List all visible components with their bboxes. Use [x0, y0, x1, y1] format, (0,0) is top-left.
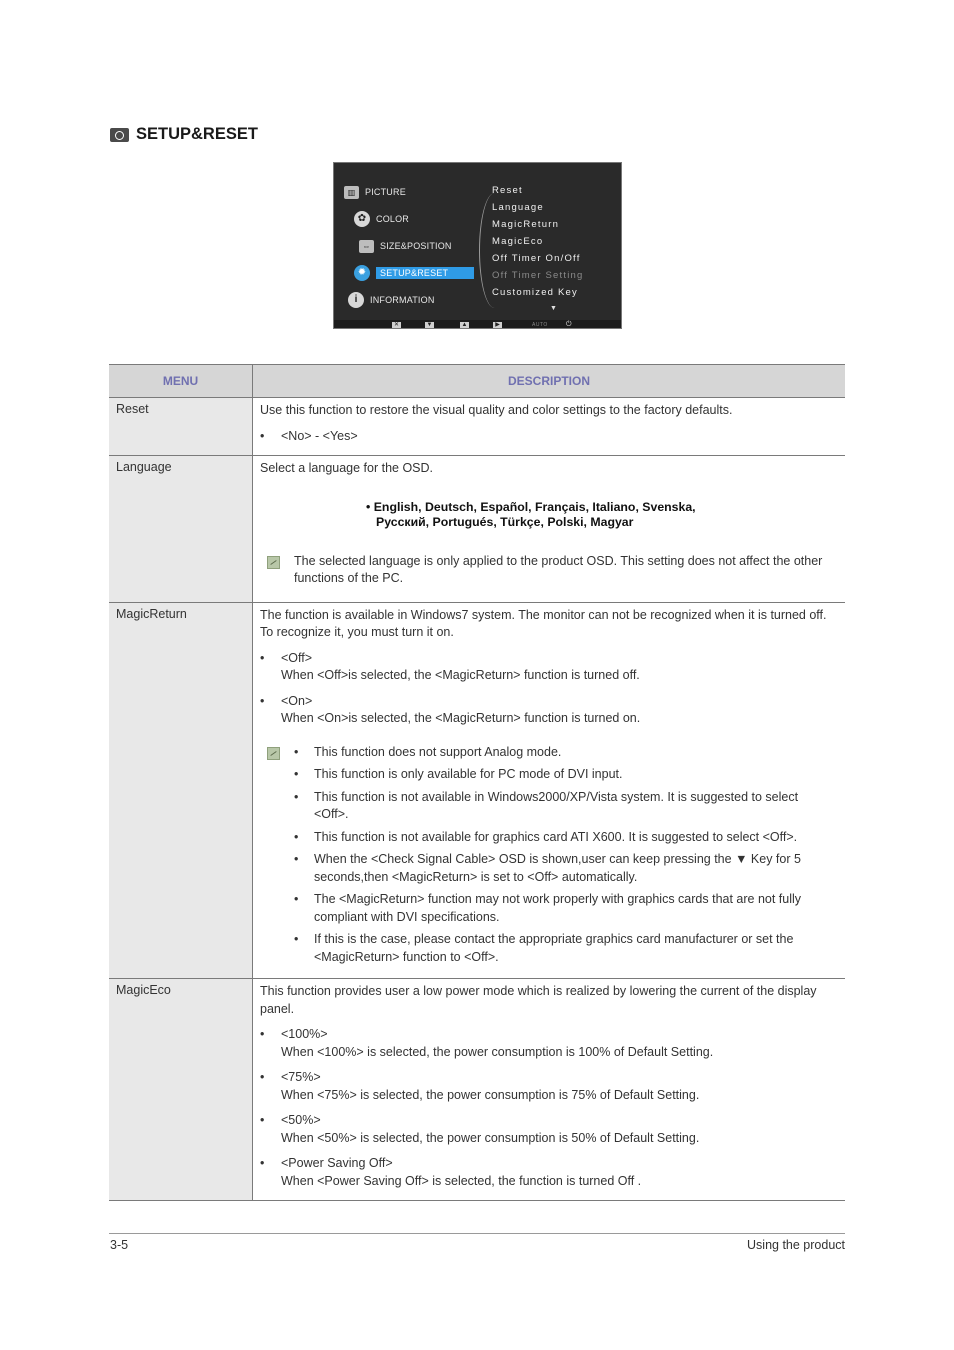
- table-row-language: [109, 456, 845, 603]
- picture-icon: ▥: [344, 186, 359, 199]
- osd-button-bar: [334, 320, 621, 328]
- list-item: • The <MagicReturn> function may not work properly with graphics cards that are not fully compliant with DVI specifications.: [294, 892, 802, 924]
- list-item: • <100%> When <100%> is selected, the power consumption is 100% of Default Setting.: [260, 1027, 714, 1059]
- table-header-row: [109, 365, 845, 398]
- osd-sub-reset: Reset: [492, 185, 523, 196]
- down-icon: ▼: [426, 322, 433, 328]
- scroll-down-arrow-icon: ▼: [550, 305, 557, 312]
- osd-sub-off-timer: Off Timer On/Off: [492, 253, 581, 264]
- list-item: • <Off> When <Off>is selected, the <MagicReturn> function is turned off.: [260, 650, 640, 682]
- header-menu: MENU: [109, 365, 253, 398]
- desc-cell-magicreturn: [253, 602, 846, 979]
- osd-menu-color: ✿ COLOR: [354, 210, 494, 228]
- osd-sub-magicreturn: MagicReturn: [492, 219, 560, 230]
- osd-sub-magiceco: MagicEco: [492, 236, 544, 247]
- page-number: 3-5: [110, 1238, 129, 1252]
- language-note: The selected language is only applied to the product OSD. This setting does not affect the other functions of the PC.: [260, 553, 835, 588]
- osd-menu-size-position: ⇔ SIZE&POSITION: [359, 237, 499, 255]
- magiceco-text: This function provides user a low power mode which is realized by lowering the current of the display panel.: [260, 984, 817, 1016]
- info-icon: i: [348, 292, 364, 308]
- osd-sub-customized-key: Customized Key: [492, 287, 578, 298]
- setup-reset-icon: [110, 128, 129, 142]
- table-row-magiceco: [109, 979, 845, 1201]
- enter-icon: ▶: [493, 322, 502, 328]
- language-list: • English, Deutsch, Español, Français, Italiano, Svenska, Русский, Portugués, Türkçe, Polski, Magyar: [366, 499, 696, 529]
- menu-cell-reset: Reset: [109, 398, 253, 456]
- list-item: • This function does not support Analog mode.: [294, 744, 562, 759]
- table-row-magicreturn: [109, 602, 845, 979]
- osd-screenshot: [333, 162, 622, 329]
- list-item: • <No> - <Yes>: [260, 428, 358, 443]
- osd-sub-off-timer-setting: Off Timer Setting: [492, 270, 584, 281]
- gear-icon: ✹: [354, 265, 370, 281]
- list-item: • If this is the case, please contact the appropriate graphics card manufacturer or set the <MagicReturn> function to <Off>.: [294, 932, 794, 964]
- list-item: • When the <Check Signal Cable> OSD is shown,user can keep pressing the ▼ Key for 5 seconds,then <MagicReturn> is set to <Off> automatically.: [294, 852, 801, 884]
- desc-cell-language: [253, 456, 846, 603]
- list-item: • This function is not available in Windows2000/XP/Vista system. It is suggested to select <Off>.: [294, 789, 799, 821]
- power-icon: ⏻: [566, 321, 572, 328]
- osd-menu-picture: ▥ PICTURE: [344, 183, 484, 201]
- chapter-name: Using the product: [747, 1238, 845, 1252]
- list-item: • <Power Saving Off> When <Power Saving Off> is selected, the function is turned Off .: [260, 1156, 642, 1188]
- list-item: • <On> When <On>is selected, the <MagicReturn> function is turned on.: [260, 693, 641, 725]
- header-description: DESCRIPTION: [253, 365, 846, 398]
- close-icon: ✕: [393, 322, 400, 328]
- size-position-icon: ⇔: [359, 240, 374, 253]
- up-icon: ▲: [461, 322, 468, 328]
- note-list: [294, 744, 835, 967]
- osd-sub-language: Language: [492, 202, 544, 213]
- list-item: • <50%> When <50%> is selected, the power consumption is 50% of Default Setting.: [260, 1113, 700, 1145]
- color-icon: ✿: [354, 211, 370, 227]
- osd-auto-label: AUTO: [532, 322, 548, 328]
- magicreturn-notes: [260, 744, 835, 967]
- list-item: • This function is only available for PC mode of DVI input.: [294, 767, 623, 781]
- note-icon: [267, 747, 280, 760]
- table-row-reset: [109, 398, 845, 456]
- list-item: • This function is not available for graphics card ATI X600. It is suggested to select <Off>.: [294, 829, 798, 844]
- section-title: [110, 125, 258, 144]
- note-icon: [267, 556, 280, 569]
- menu-cell-language: Language: [109, 456, 253, 603]
- osd-menu-information: i INFORMATION: [348, 291, 488, 309]
- desc-cell-reset: [253, 398, 846, 456]
- osd-menu-setup-reset: ✹ SETUP&RESET: [354, 264, 494, 282]
- menu-cell-magicreturn: MagicReturn: [109, 602, 253, 979]
- list-item: • <75%> When <75%> is selected, the power consumption is 75% of Default Setting.: [260, 1070, 700, 1102]
- language-text: Select a language for the OSD.: [260, 461, 434, 475]
- reset-text: Use this function to restore the visual quality and color settings to the factory defaults.: [260, 403, 733, 417]
- section-title-text: SETUP&RESET: [136, 125, 258, 143]
- setup-reset-table: [109, 364, 845, 1201]
- menu-cell-magiceco: MagicEco: [109, 979, 253, 1201]
- magicreturn-text: The function is available in Windows7 system. The monitor can not be recognized when it is turned off. To recognize it, you must turn it on.: [260, 607, 827, 639]
- footer-divider: [109, 1233, 845, 1234]
- desc-cell-magiceco: [253, 979, 846, 1201]
